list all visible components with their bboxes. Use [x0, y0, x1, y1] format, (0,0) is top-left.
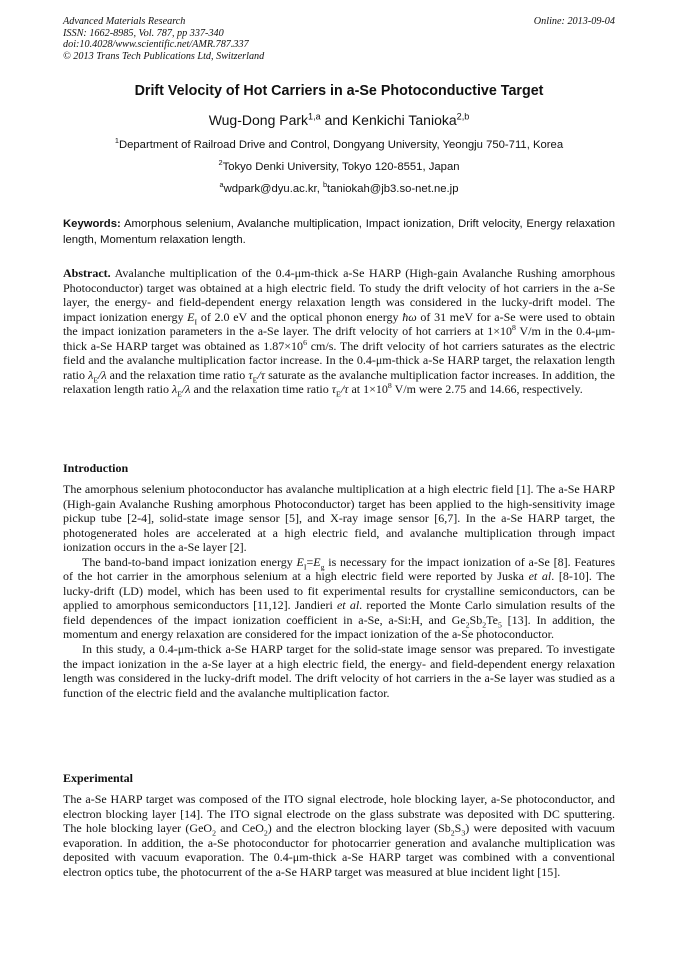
et-al: et al [336, 598, 360, 613]
doi-line: doi:10.4028/www.scientific.net/AMR.787.337 [63, 39, 249, 51]
keywords [63, 216, 615, 248]
abstract-text: at 1×10 [348, 382, 388, 397]
symbol-lambda-sub: E [177, 389, 182, 399]
experimental-text: The a-Se HARP target was composed of the ITO signal electrode, hole blocking layer, a-Se photoconductor, and electron blocking layer [14]. The ITO signal electrode on the glass substrate was deposited with DC sputtering. The hole blocking layer (GeO [63, 792, 615, 836]
affiliation-1 [63, 136, 615, 151]
intro-text: . [8-10]. The lucky-drift (LD) model, which has been used to fit experimental results for crystalline semiconductors, can be applied to amorphous semiconductors [11,12]. Jandieri [63, 569, 615, 613]
affiliation-2 [63, 158, 615, 173]
affiliation-1-mark: 1 [114, 136, 119, 146]
author-conjunction: and [320, 112, 352, 128]
symbol-tau: /τ [340, 382, 349, 397]
exponent: 8 [512, 323, 516, 333]
formula-sub: 3 [461, 828, 466, 838]
intro-paragraph-3: In this study, a 0.4-μm-thick a-Se HARP target for the solid-state image sensor was prepared. To investigate the impact ionization in the a-Se layer at a high electric field, the energy- and field-dependent energy relaxation length was considered in the lucky-drift model. The drift velocity of hot carriers in the a-Se layer was studied as a function of the electric field and the avalanche multiplication factor. [63, 642, 615, 700]
author-line [63, 112, 615, 128]
symbol-tau: /τ [257, 367, 266, 382]
email-a-mark: a [219, 180, 224, 190]
email-b[interactable]: taniokah@jb3.so-net.ne.jp [327, 183, 459, 195]
experimental-text: ) were deposited with vacuum evaporation. In addition, the a-Se photoconductor for photocarrier generation and avalanche multiplication was deposited with vacuum evaporation. The 0.4-μm-thick a-Se HARP target was combined with a conventional electron optics tube, the photocurrent of the a-Se HARP target was measured at blue incident light [15]. [63, 821, 615, 879]
symbol-eg-sub: g [320, 562, 325, 572]
abstract-label: Abstract. [63, 266, 111, 280]
formula-sub: 5 [497, 620, 502, 630]
symbol-lambda: λ [88, 367, 94, 382]
affiliation-2-text: Tokyo Denki University, Tokyo 120-8551, Japan [222, 161, 460, 173]
abstract-text: of 2.0 eV and the optical phonon energy [197, 309, 403, 324]
affiliation-1-text: Department of Railroad Drive and Control, Dongyang University, Yeongju 750-711, Korea [118, 139, 564, 151]
abstract-text: Avalanche multiplication of the 0.4-μm-thick a-Se HARP (High-gain Avalanche Rushing amorphous Photoconductor) target was obtained at a high electric field. To study the drift velocity of hot carriers in the a-Se layer, the energy- and field-dependent energy relaxation length was considered in the lucky-drift model. The impact ionization energy [63, 266, 615, 324]
symbol-ei: E [296, 554, 304, 569]
formula-sub: 2 [212, 828, 216, 838]
abstract-text: V/m in the 0.4-μm-thick a-Se HARP target was obtained as 1.87×10 [63, 324, 615, 353]
author-2: Kenkichi Tanioka [351, 112, 457, 128]
symbol-tau-sub: E [336, 389, 341, 399]
formula-sub: 2 [482, 620, 487, 630]
introduction-body [63, 482, 615, 700]
intro-text: Sb [469, 612, 483, 627]
issn-line: ISSN: 1662-8985, Vol. 787, pp 337-340 [63, 27, 224, 39]
email-line [63, 180, 615, 195]
abstract-text: and the relaxation time ratio [190, 382, 332, 397]
symbol-tau: τ [331, 382, 337, 397]
copyright-line: © 2013 Trans Tech Publications Ltd, Switzerland [63, 50, 265, 62]
et-al: et al [528, 569, 552, 584]
intro-text: The band-to-band impact ionization energy [82, 554, 297, 569]
experimental-text: and CeO [215, 821, 264, 836]
intro-text: . reported the Monte Carlo simulation results of the field dependences of the impact ionization coefficient in a-Se, a-Si:H, and Ge [63, 598, 615, 627]
exponent: 6 [303, 337, 307, 347]
heading-introduction: Introduction [63, 461, 129, 475]
formula-sub: 2 [465, 620, 470, 630]
symbol-tau-sub: E [252, 375, 258, 385]
author-1-affil: 1,a [308, 111, 321, 122]
intro-paragraph-2 [63, 555, 615, 642]
symbol-ei-sub: I [194, 317, 198, 327]
abstract [63, 266, 615, 397]
experimental-body [63, 792, 615, 879]
symbol-lambda: /λ [98, 367, 107, 382]
affiliation-2-mark: 2 [218, 158, 223, 168]
symbol-hbar-omega: ħω [402, 309, 417, 324]
keywords-label: Keywords: [63, 218, 121, 230]
author-2-affil: 2,b [456, 111, 470, 122]
abstract-text: and the relaxation time ratio [106, 367, 249, 382]
symbol-eg: E [313, 554, 321, 569]
formula-sub: 2 [450, 828, 455, 838]
symbol-lambda: λ [171, 382, 178, 397]
abstract-text: cm/s. The drift velocity of hot carriers saturates as the electric field and the avalanche multiplication factor increase. In the 0.4-μm-thick a-Se HARP target, the relaxation length ratio [63, 338, 615, 382]
intro-text: = [306, 554, 314, 569]
intro-text: is necessary for the impact ionization of a-Se [8]. Features of the hot carrier in the amorphous selenium at a high electric field were reported by Juska [63, 554, 615, 584]
abstract-text: of 31 meV for a-Se were used to obtain the impact ionization parameters in the a-Se layer. The drift velocity of hot carriers at 1×10 [63, 309, 616, 339]
journal-name: Advanced Materials Research [63, 16, 186, 27]
experimental-text: S [454, 821, 462, 836]
online-date: Online: 2013-09-04 [533, 16, 615, 27]
keywords-text: Amorphous selenium, Avalanche multiplication, Impact ionization, Drift velocity, Energy relaxation length, Momentum relaxation length. [63, 218, 615, 246]
intro-paragraph-1: The amorphous selenium photoconductor has avalanche multiplication at a high electric field [1]. The a-Se HARP (High-gain Avalanche Rushing amorphous Photoconductor) target has been applied to the high-sensitivity image pickup tube [2-4], solid-state image sensor [5], and X-ray image sensor [6,7]. In the a-Se HARP target, the photogenerated holes are accelerated at a high electric field, and avalanche multiplication through impact ionization occurs in the a-Se layer [2]. [63, 482, 615, 555]
symbol-ei: E [187, 309, 195, 324]
author-1: Wug-Dong Park [208, 112, 309, 128]
paper-title: Drift Velocity of Hot Carriers in a-Se Photoconductive Target [134, 83, 544, 99]
intro-text: Te [486, 612, 498, 627]
email-b-mark: b [322, 180, 328, 190]
journal-header [63, 16, 615, 62]
email-a[interactable]: wdpark@dyu.ac.kr, [223, 183, 323, 195]
abstract-text: V/m were 2.75 and 14.66, respectively. [391, 382, 583, 397]
symbol-ei-sub: I [303, 562, 307, 572]
symbol-lambda: /λ [181, 382, 191, 397]
exponent: 8 [387, 381, 392, 391]
heading-experimental: Experimental [63, 771, 133, 785]
experimental-text: ) and the electron blocking layer (Sb [267, 821, 451, 836]
formula-sub: 2 [263, 828, 268, 838]
intro-text: [13]. In addition, the momentum and energy relaxation are considered for the impact ionization of the a-Se photoconductor. [63, 612, 615, 642]
symbol-tau: τ [248, 367, 253, 382]
abstract-text: saturate as the avalanche multiplication factor increases. In addition, the relaxation length ratio [63, 367, 615, 397]
symbol-lambda-sub: E [93, 375, 99, 385]
